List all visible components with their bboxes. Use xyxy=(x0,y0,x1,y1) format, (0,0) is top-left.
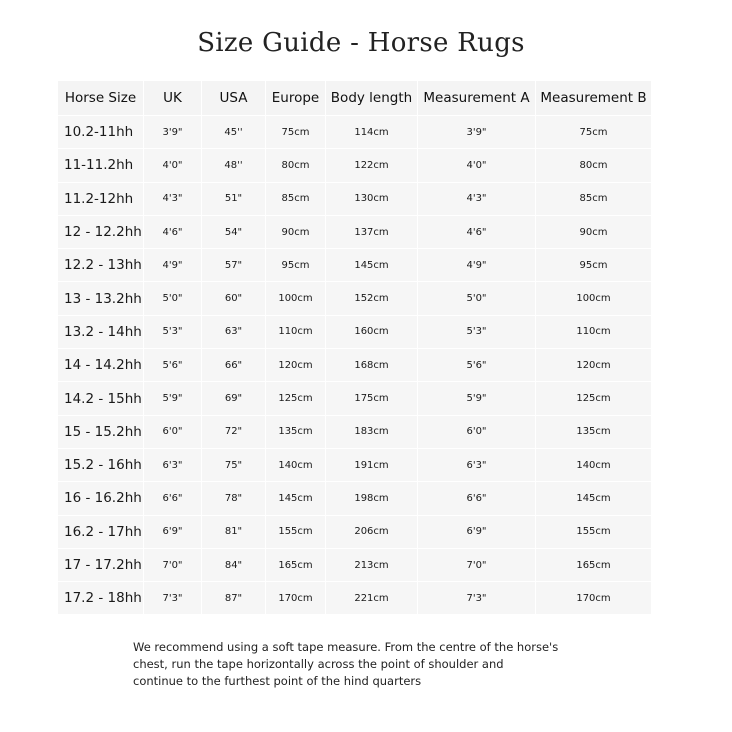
cell-measurement-b: 125cm xyxy=(536,381,652,414)
cell-measurement-a: 4'0" xyxy=(418,148,536,181)
cell-measurement-a: 5'3" xyxy=(418,315,536,348)
table-row xyxy=(58,148,652,181)
cell-usa: 81" xyxy=(202,515,266,548)
note-line: continue to the furthest point of the hind quarters xyxy=(133,674,422,688)
cell-body-length: 152cm xyxy=(326,281,418,314)
cell-body-length: 213cm xyxy=(326,548,418,581)
cell-horse-size: 15 - 15.2hh xyxy=(58,415,144,448)
cell-uk: 5'3" xyxy=(144,315,202,348)
cell-usa: 54" xyxy=(202,215,266,248)
table-body xyxy=(58,115,652,614)
cell-usa: 78" xyxy=(202,481,266,514)
header-uk: UK xyxy=(144,81,202,115)
table-row xyxy=(58,381,652,414)
cell-uk: 4'9" xyxy=(144,248,202,281)
cell-uk: 6'9" xyxy=(144,515,202,548)
cell-uk: 4'3" xyxy=(144,182,202,215)
note-line: We recommend using a soft tape measure. From the centre of the horse's xyxy=(133,640,559,654)
cell-body-length: 168cm xyxy=(326,348,418,381)
cell-usa: 57" xyxy=(202,248,266,281)
table-row xyxy=(58,348,652,381)
cell-horse-size: 12 - 12.2hh xyxy=(58,215,144,248)
cell-europe: 90cm xyxy=(266,215,326,248)
cell-measurement-a: 4'6" xyxy=(418,215,536,248)
cell-horse-size: 16.2 - 17hh xyxy=(58,515,144,548)
cell-measurement-a: 7'3" xyxy=(418,581,536,614)
cell-usa: 48'' xyxy=(202,148,266,181)
cell-measurement-a: 6'0" xyxy=(418,415,536,448)
cell-measurement-a: 7'0" xyxy=(418,548,536,581)
table-row xyxy=(58,115,652,148)
cell-horse-size: 12.2 - 13hh xyxy=(58,248,144,281)
cell-usa: 45'' xyxy=(202,115,266,148)
cell-europe: 170cm xyxy=(266,581,326,614)
cell-europe: 75cm xyxy=(266,115,326,148)
table-row xyxy=(58,581,652,614)
table-row xyxy=(58,548,652,581)
cell-measurement-a: 3'9" xyxy=(418,115,536,148)
table-row xyxy=(58,415,652,448)
cell-uk: 5'0" xyxy=(144,281,202,314)
cell-measurement-b: 155cm xyxy=(536,515,652,548)
table-row xyxy=(58,215,652,248)
header-measurement-b: Measurement B xyxy=(536,81,652,115)
cell-measurement-a: 6'6" xyxy=(418,481,536,514)
cell-horse-size: 13 - 13.2hh xyxy=(58,281,144,314)
cell-uk: 7'3" xyxy=(144,581,202,614)
cell-measurement-b: 95cm xyxy=(536,248,652,281)
cell-europe: 120cm xyxy=(266,348,326,381)
cell-horse-size: 11-11.2hh xyxy=(58,148,144,181)
cell-uk: 4'6" xyxy=(144,215,202,248)
cell-usa: 75" xyxy=(202,448,266,481)
cell-usa: 66" xyxy=(202,348,266,381)
cell-measurement-b: 140cm xyxy=(536,448,652,481)
cell-measurement-a: 6'3" xyxy=(418,448,536,481)
cell-body-length: 183cm xyxy=(326,415,418,448)
cell-europe: 145cm xyxy=(266,481,326,514)
cell-body-length: 145cm xyxy=(326,248,418,281)
cell-measurement-b: 170cm xyxy=(536,581,652,614)
cell-europe: 140cm xyxy=(266,448,326,481)
measuring-note xyxy=(133,639,603,690)
cell-measurement-b: 80cm xyxy=(536,148,652,181)
cell-body-length: 114cm xyxy=(326,115,418,148)
cell-measurement-b: 145cm xyxy=(536,481,652,514)
cell-measurement-b: 75cm xyxy=(536,115,652,148)
table-header-row xyxy=(58,81,652,115)
cell-uk: 7'0" xyxy=(144,548,202,581)
cell-uk: 6'3" xyxy=(144,448,202,481)
cell-europe: 110cm xyxy=(266,315,326,348)
cell-uk: 5'9" xyxy=(144,381,202,414)
cell-uk: 4'0" xyxy=(144,148,202,181)
header-measurement-a: Measurement A xyxy=(418,81,536,115)
cell-uk: 6'6" xyxy=(144,481,202,514)
cell-europe: 95cm xyxy=(266,248,326,281)
header-usa: USA xyxy=(202,81,266,115)
cell-body-length: 122cm xyxy=(326,148,418,181)
cell-horse-size: 14 - 14.2hh xyxy=(58,348,144,381)
cell-europe: 165cm xyxy=(266,548,326,581)
table-row xyxy=(58,281,652,314)
cell-measurement-a: 5'9" xyxy=(418,381,536,414)
cell-measurement-a: 6'9" xyxy=(418,515,536,548)
cell-body-length: 160cm xyxy=(326,315,418,348)
cell-usa: 84" xyxy=(202,548,266,581)
cell-europe: 125cm xyxy=(266,381,326,414)
size-table xyxy=(58,81,652,614)
cell-body-length: 191cm xyxy=(326,448,418,481)
cell-measurement-b: 120cm xyxy=(536,348,652,381)
header-body-length: Body length xyxy=(326,81,418,115)
cell-usa: 63" xyxy=(202,315,266,348)
cell-body-length: 130cm xyxy=(326,182,418,215)
table-row xyxy=(58,481,652,514)
cell-measurement-a: 5'6" xyxy=(418,348,536,381)
cell-body-length: 206cm xyxy=(326,515,418,548)
note-line: chest, run the tape horizontally across the point of shoulder and xyxy=(133,657,504,671)
header-europe: Europe xyxy=(266,81,326,115)
cell-horse-size: 11.2-12hh xyxy=(58,182,144,215)
page-title: Size Guide - Horse Rugs xyxy=(197,28,525,58)
cell-horse-size: 17.2 - 18hh xyxy=(58,581,144,614)
table-row xyxy=(58,248,652,281)
cell-measurement-a: 5'0" xyxy=(418,281,536,314)
cell-measurement-a: 4'9" xyxy=(418,248,536,281)
cell-usa: 69" xyxy=(202,381,266,414)
cell-measurement-b: 135cm xyxy=(536,415,652,448)
cell-measurement-b: 85cm xyxy=(536,182,652,215)
cell-usa: 72" xyxy=(202,415,266,448)
cell-uk: 6'0" xyxy=(144,415,202,448)
table-row xyxy=(58,448,652,481)
cell-uk: 5'6" xyxy=(144,348,202,381)
table-row xyxy=(58,182,652,215)
cell-measurement-a: 4'3" xyxy=(418,182,536,215)
cell-europe: 135cm xyxy=(266,415,326,448)
cell-horse-size: 16 - 16.2hh xyxy=(58,481,144,514)
cell-body-length: 198cm xyxy=(326,481,418,514)
cell-europe: 100cm xyxy=(266,281,326,314)
cell-europe: 155cm xyxy=(266,515,326,548)
cell-uk: 3'9" xyxy=(144,115,202,148)
cell-body-length: 137cm xyxy=(326,215,418,248)
cell-europe: 85cm xyxy=(266,182,326,215)
cell-horse-size: 13.2 - 14hh xyxy=(58,315,144,348)
cell-usa: 87" xyxy=(202,581,266,614)
size-table-container xyxy=(58,81,652,614)
table-row xyxy=(58,515,652,548)
cell-body-length: 221cm xyxy=(326,581,418,614)
cell-body-length: 175cm xyxy=(326,381,418,414)
cell-europe: 80cm xyxy=(266,148,326,181)
cell-measurement-b: 100cm xyxy=(536,281,652,314)
cell-usa: 60" xyxy=(202,281,266,314)
cell-horse-size: 10.2-11hh xyxy=(58,115,144,148)
cell-measurement-b: 110cm xyxy=(536,315,652,348)
header-horse-size: Horse Size xyxy=(58,81,144,115)
cell-horse-size: 14.2 - 15hh xyxy=(58,381,144,414)
cell-horse-size: 15.2 - 16hh xyxy=(58,448,144,481)
cell-measurement-b: 165cm xyxy=(536,548,652,581)
table-row xyxy=(58,315,652,348)
cell-measurement-b: 90cm xyxy=(536,215,652,248)
cell-horse-size: 17 - 17.2hh xyxy=(58,548,144,581)
cell-usa: 51" xyxy=(202,182,266,215)
